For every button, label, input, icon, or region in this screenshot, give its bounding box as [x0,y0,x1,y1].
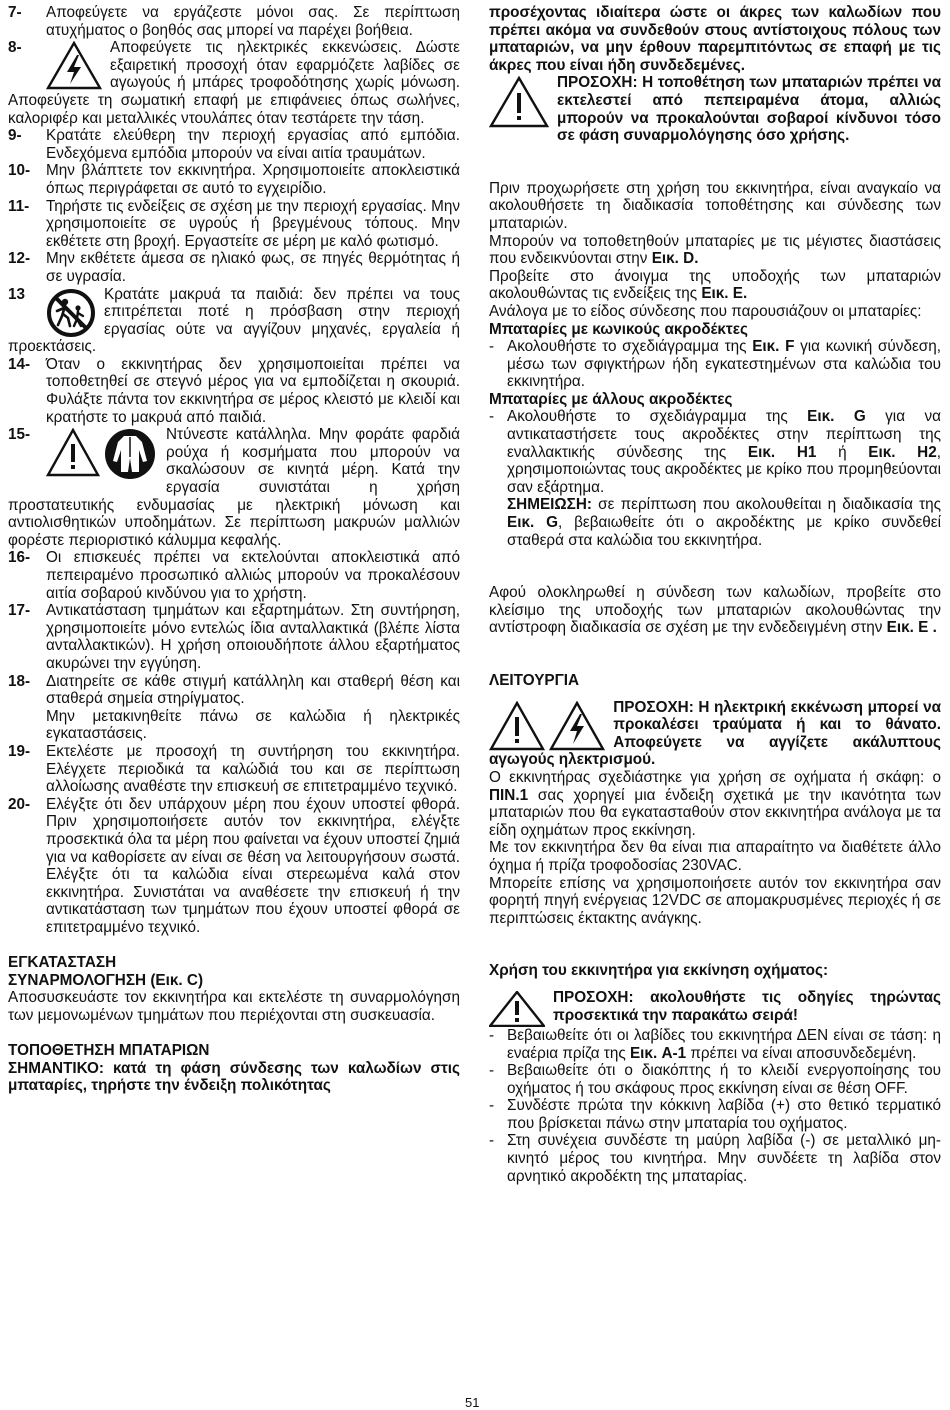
warning-triangle-icon [489,76,549,128]
safety-item-17 [8,602,460,672]
safety-item-14 [8,356,460,426]
item-number: 8- [8,39,22,57]
item-text: Αποφεύγετε να εργάζεστε μόνοι σας. Σε περίπτωση ατυχήματος ο βοηθός σας μπορεί να παρέχει βοήθεια. [46,4,460,39]
paragraph-connection-type: Ανάλογα με το είδος σύνδεσης που παρουσιάζουν οι μπαταρίες: [489,302,922,320]
item-number: 18- [8,672,31,690]
safety-item-7 [8,4,460,39]
paragraph-before-use: Πριν προχωρήσετε στη χρήση του εκκινητήρα, είναι αναγκαίο να ακολουθήσετε τη διαδικασία τοποθέτησης και σύνδεσης των μπαταριών. [489,179,941,232]
item-number: 7- [8,4,22,21]
caution-icons-group [489,701,605,751]
operation-heading: ΛΕΙΤΟΥΡΓΙΑ [489,672,580,689]
step-1: - Βεβαιωθείτε ότι οι λαβίδες του εκκινητήρα ΔΕΝ είναι σε τάση: η εναέρια πρίζα της Εικ. A-1 πρέπει να είναι αποσυνδεδεμένη. [489,1026,941,1062]
safety-item-13 [8,286,460,356]
item-text: Εκτελέστε με προσοχή τη συντήρηση του εκκινητήρα. Ελέγχετε περιοδικά τα καλώδιά του και σε περίπτωση αλλοίωσης αναθέστε την επισκευή σε επιτετραμμένο τεχνικό. [46,742,460,796]
item-number: 12- [8,250,31,268]
right-column [489,4,941,1185]
note-paragraph: ΣΗΜΕΙΩΣΗ: σε περίπτωση που ακολουθείται η διαδικασία της Εικ. G, βεβαιωθείτε ότι ο ακροδέκτης με κρίκο συνδεθεί σταθερά στα καλώδια του εκκινητήρα. [507,496,941,549]
conical-terminals-heading: Μπαταρίες με κωνικούς ακροδέκτες [489,320,748,338]
assembly-text: Αποσυσκευάστε τον εκκινητήρα και εκτελέστε τη συναρμολόγηση των μεμονωμένων τμημάτων που περιέχονται στη συσκευασία. [8,989,460,1024]
caution-text: ΠΡΟΣΟΧΗ: Η τοποθέτηση των μπαταριών πρέπει να εκτελεστεί από πεπειραμένα άτομα, αλλιώς μπορούν να προκαλούνται σοβαροί κίνδυνοι τόσο σε φάση συναρμολόγησης όσο χρήσης. [557,74,941,145]
paragraph-operation-2: Με τον εκκινητήρα δεν θα είναι πια απαραίτητο να διαθέτετε άλλο όχημα ή πρίζα τροφοδοσίας 230VAC. [489,839,941,874]
paragraph-operation-1: Ο εκκινητήρας σχεδιάστηκε για χρήση σε οχήματα ή σκάφη: ο ΠΙΝ.1 σας χορηγεί μια ένδειξη σχετικά με την ικανότητα των μπαταριών που θα εγκατασταθούν στον εκκινητήρα ανάλογα με τα είδη οχημάτων προς εκκίνηση. [489,768,941,839]
important-note: ΣΗΜΑΝΤΙΚΟ: κατά τη φάση σύνδεσης των καλωδίων στις μπαταρίες, τηρήστε την ένδειξη πολικότητας [8,1059,460,1095]
caution-text: ΠΡΟΣΟΧΗ: Η ηλεκτρική εκκένωση μπορεί να προκαλέσει τραύματα ή και το θάνατο. Αποφεύγετε να αγγίζετε ακάλυπτους αγωγούς ηλεκτρισμού. [489,698,941,769]
safety-item-20 [8,796,460,937]
safety-item-8 [8,39,460,127]
safety-item-11 [8,198,460,251]
important-note-continued: προσέχοντας ιδιαίτερα ώστε οι άκρες των καλωδίων που πρέπει ακόμα να συνδεθούν στους αντίστοιχους πόλους των μπαταριών, να μην έρθουν παρεμπιτόντως σε επαφή με τις άκρες που είναι ήδη συνδεδεμένες. [489,4,941,74]
safety-item-19 [8,743,460,796]
assembly-heading: ΣΥΝΑΡΜΟΛΟΓΗΣΗ (Εικ. C) [8,971,204,989]
safety-item-18 [8,673,460,743]
safety-item-16 [8,549,460,602]
item-number: 15- [8,426,31,444]
warning-triangle-icon [489,701,545,751]
warning-triangle-icon [489,991,545,1027]
paragraph-after-connection: Αφού ολοκληρωθεί η σύνδεση των καλωδίων, προβείτε στο κλείσιμο της υποδοχής των μπαταριών ακολουθώντας την αντίστροφη διαδικασία σε σχέση με την ενδεδειγμένη στην Εικ. E . [489,584,941,637]
battery-installation-heading: ΤΟΠΟΘΕΤΗΣΗ ΜΠΑΤΑΡΙΩΝ [8,1042,210,1060]
item-text: Οι επισκευές πρέπει να εκτελούνται αποκλειστικά από πεπειραμένο προσωπικό αλλιώς μπορούν να προκαλέσουν αιτία σοβαρού κινδύνου για το χρήστη. [46,549,460,602]
electric-shock-warning-icon [46,41,102,90]
safety-item-12 [8,250,460,285]
safety-item-9 [8,127,460,162]
other-terminals-item: - Ακολουθήστε το σχεδιάγραμμα της Εικ. G για να αντικαταστήσετε τους ακροδέκτες στην περίπτωση της εναλλακτικής σύνδεσης της Εικ. H1 ή Εικ. H2, χρησιμοποιώντας τους ακροδέκτες με κρίκο που προμηθεύονται σαν εξάρτημα. [489,408,941,496]
caution-text: ΠΡΟΣΟΧΗ: ακολουθήστε τις οδηγίες τηρώντας προσεκτικά την παρακάτω σειρά! [553,988,941,1024]
step-4: - Στη συνέχεια συνδέστε τη μαύρη λαβίδα (-) σε μεταλλικό μη-κινητό μέρος του κινητήρα. Μην συνδέετε τη λαβίδα στον αρνητικό ακροδέκτη της μπαταρίας. [489,1132,941,1185]
item-text: Αποφεύγετε τις ηλεκτρικές εκκενώσεις. Δώστε εξαιρετική προσοχή όταν εφαρμόζετε λαβίδες σε αγωγούς ή μπάρες τροφοδότησης χωρίς μόνωση. Αποφεύγετε τη σωματική επαφή με επιφάνειες όπως σωλήνες, καλοριφέρ και μεταλλικές ντουλάπες όταν τεστάρετε την τάση. [8,39,460,127]
conical-terminals-item: - Ακολουθήστε το σχεδιάγραμμα της Εικ. F για κωνική σύνδεση, μέσω των σφιγκτήρων ήδη εγκατεστημένων στα καλώδια του εκκινητήρα. [489,338,941,391]
left-column [8,4,460,1095]
paragraph-dimensions: Μπορούν να τοποθετηθούν μπαταρίες με τις μέγιστες διαστάσεις που ενδεικνύονται στην Εικ. D. [489,232,941,268]
protective-clothing-icon [104,428,156,480]
paragraph-open-compartment: Προβείτε στο άνοιγμα της υποδοχής των μπαταριών ακολουθώντας τις ενδείξεις της Εικ. E. [489,267,941,303]
step-2: - Βεβαιωθείτε ότι ο διακόπτης ή το κλειδί ενεργοποίησης του οχήματος ή του σκάφους προς εκκίνηση είναι σε θέση OFF. [489,1062,941,1097]
item-text: Τηρήστε τις ενδείξεις σε σχέση με την περιοχή εργασίας. Μην χρησιμοποιείτε σε υγρούς ή βρεγμένους τόπους. Μην εκθέτετε στη βροχή. Εργαστείτε σε μέρη με καλό φωτισμό. [46,197,460,250]
item-number: 11- [8,197,30,215]
step-3: - Συνδέστε πρώτα την κόκκινη λαβίδα (+) στο θετικό τερματικό που βρίσκεται πάνω στην μπαταρία του οχήματος. [489,1097,941,1132]
caution-electric-shock [489,699,941,769]
item-number: 17- [8,602,31,620]
item-text: Κρατάτε μακρυά τα παιδιά: δεν πρέπει να τους επιτρέπεται ποτέ η πρόσβαση στην περιοχή εργασίας ούτε να αγγίζουν μηχανές, εργαλεία ή προεκτάσεις. [8,285,460,356]
caution-battery-installation [489,74,941,144]
item-text: Διατηρείτε σε κάθε στιγμή κατάλληλη και σταθερή θέση και σταθερά σημεία στηρίγματος. [46,672,460,708]
electric-shock-warning-icon [549,701,605,751]
item-text: Αντικατάσταση τμημάτων και εξαρτημάτων. Στη συντήρηση, χρησιμοποιείτε μόνο εντελώς ίδια ανταλλακτικά (βλέπε λίστα ανταλλακτικών). Η χρήση οποιουδήποτε άλλου εξαρτήματος ακυρώνει την εγγύηση. [46,602,460,672]
item-text: Ελέγξτε ότι δεν υπάρχουν μέρη που έχουν υποστεί φθορά. Πριν χρησιμοποιήσετε αυτόν τον εκκινητήρα, ελέγξτε προσεκτικά όλα τα μέρη που φαίνεται να έχουν υποστεί ζημιά για να καθορίσετε αν είναι σε θέση να λειτουργήσουν σωστά. Ελέγξτε ότι τα καλώδια είναι στερεωμένα καλά στον εκκινητήρα. Συνιστάται να αναθέσετε την επισκευή ή την αντικατάσταση των τμημάτων που έχουν υποστεί φθορά σε επιτετραμμένο τεχνικό. [46,795,460,936]
item-number: 20- [8,795,31,813]
safety-icons-group [46,428,158,480]
vehicle-start-heading: Χρήση του εκκινητήρα για εκκίνηση οχήματος: [489,962,829,980]
keep-children-away-icon [46,288,96,338]
item-number: 19- [8,742,31,760]
safety-item-10 [8,162,460,197]
item-number: 13 [8,285,26,303]
item-number: 10- [8,162,31,180]
item-number: 9- [8,127,22,145]
caution-order [489,989,941,1027]
item-number: 14- [8,355,31,373]
item-text-2: Μην μετακινηθείτε πάνω σε καλώδια ή ηλεκτρικές εγκαταστάσεις. [46,707,460,743]
item-text: Μην βλάπτετε τον εκκινητήρα. Χρησιμοποιείτε αποκλειστικά όπως περιγράφεται σε αυτό το εγχειρίδιο. [46,162,460,197]
item-number: 16- [8,549,31,567]
paragraph-operation-3: Μπορείτε επίσης να χρησιμοποιήσετε αυτόν τον εκκινητήρα σαν φορητή πηγή ενέργειας 12VDC σε απομακρυσμένες περιοχές ή σε περιπτώσεις έκτακτης ανάγκης. [489,874,941,927]
page-number: 51 [465,1395,480,1410]
other-terminals-heading: Μπαταρίες με άλλους ακροδέκτες [489,390,733,408]
item-text: Ντύνεστε κατάλληλα. Μην φοράτε φαρδιά ρούχα ή κοσμήματα που μπορούν να σκαλώσουν σε κινητά μέρη. Κατά την εργασία συνιστάται η χρήση προστατευτικής ενδυμασίας με ηλεκτρική μόνωση και αντιολισθητικών υποδημάτων. Σε περίπτωση μακρυών μαλλιών φορέστε περιοριστικό κάλυμμα κεφαλής. [8,426,460,549]
warning-triangle-icon [46,428,100,478]
item-text: Κρατάτε ελεύθερη την περιοχή εργασίας από εμπόδια. Ενδεχόμενα εμπόδια μπορούν να είναι αιτία τραυμάτων. [46,127,460,162]
installation-heading: ΕΓΚΑΤΑΣΤΑΣΗ [8,954,117,972]
safety-item-15 [8,426,460,549]
item-text: Όταν ο εκκινητήρας δεν χρησιμοποιείται πρέπει να τοποθετηθεί σε στεγνό μέρος για να εμποδίζεται η σκουριά. Φυλάξτε πάντα τον εκκινητήρα σε μέρος κλειστό με κλειδί και κρατήστε το μακρυά από παιδιά. [46,355,460,426]
item-text: Μην εκθέτετε άμεσα σε ηλιακό φως, σε πηγές θερμότητας ή σε υγρασία. [46,250,460,285]
